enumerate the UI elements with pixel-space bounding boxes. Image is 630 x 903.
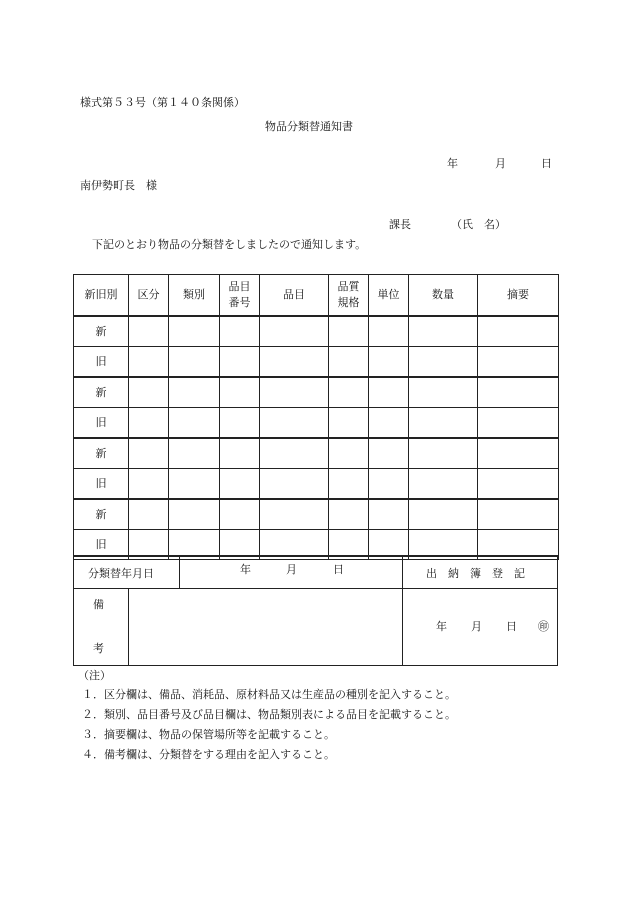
cell[interactable] [369,408,409,439]
date-month: 月 [495,157,506,170]
change-date-row [74,557,557,589]
cell[interactable] [260,377,329,408]
cell[interactable] [260,408,329,439]
cell[interactable] [409,316,478,347]
table-row [74,438,559,469]
cell[interactable] [220,377,260,408]
header-row [74,275,559,317]
cell[interactable] [409,408,478,439]
document-title: 物品分類替通知書 [265,120,353,133]
cell[interactable] [409,377,478,408]
table-row [74,408,559,439]
cell[interactable] [478,316,559,347]
row-label: 新 [74,499,129,530]
cell[interactable] [409,469,478,500]
divider [179,557,180,588]
date-day: 日 [541,157,552,170]
cell[interactable] [129,438,169,469]
cell[interactable] [369,499,409,530]
cell[interactable] [329,316,369,347]
table-row [74,347,559,378]
header-type: 類別 [169,275,220,317]
notes-heading: （注） [78,669,111,682]
cell[interactable] [220,438,260,469]
cell[interactable] [409,438,478,469]
cell[interactable] [329,408,369,439]
cell[interactable] [260,316,329,347]
row-label: 新 [74,316,129,347]
addressee: 南伊勢町長 様 [80,179,157,192]
cell[interactable] [369,316,409,347]
header-quality [329,275,369,317]
header-item-no [220,275,260,317]
cell[interactable] [478,347,559,378]
row-label: 新 [74,377,129,408]
cell[interactable] [220,316,260,347]
change-date-year: 年 [240,563,251,576]
header-quality-line2: 規格 [337,296,360,309]
cell[interactable] [329,347,369,378]
cell[interactable] [369,347,409,378]
cell[interactable] [369,377,409,408]
cell[interactable] [169,347,220,378]
cell[interactable] [260,499,329,530]
header-item: 品目 [260,275,329,317]
table-row [74,499,559,530]
cell[interactable] [169,377,220,408]
sender-name-label: （氏 名） [451,218,506,231]
cell[interactable] [329,438,369,469]
date-year: 年 [447,157,458,170]
cell[interactable] [169,469,220,500]
note-item: ２．類別、品目番号及び品目欄は、物品類別表による品目を記載すること。 [82,708,456,721]
cell[interactable] [260,469,329,500]
cell[interactable] [478,408,559,439]
cell[interactable] [409,499,478,530]
cell[interactable] [260,347,329,378]
cell[interactable] [169,499,220,530]
header-quality-line1: 品質 [337,280,360,294]
note-item: １．区分欄は、備品、消耗品、原材料品又は生産品の種別を記入すること。 [82,688,456,701]
cell[interactable] [129,377,169,408]
form-number: 様式第５３号（第１４０条関係） [80,96,245,109]
cell[interactable] [169,316,220,347]
cell[interactable] [260,438,329,469]
row-label: 旧 [74,408,129,439]
change-date-label: 分類替年月日 [88,567,154,580]
table-row [74,377,559,408]
cell[interactable] [329,469,369,500]
cell[interactable] [478,469,559,500]
ledger-day: 日 [506,620,517,633]
row-label: 旧 [74,469,129,500]
cell[interactable] [129,469,169,500]
header-new-old: 新旧別 [74,275,129,317]
table-row [74,316,559,347]
ledger-year: 年 [436,620,447,633]
table-row [74,469,559,500]
header-quantity: 数量 [409,275,478,317]
intro-text: 下記のとおり物品の分類替をしましたので通知します。 [92,238,367,251]
biko-label-1: 備 [93,598,104,611]
cell[interactable] [220,499,260,530]
cell[interactable] [369,438,409,469]
cell[interactable] [369,469,409,500]
row-label: 旧 [74,530,129,560]
ledger-month: 月 [471,620,482,633]
note-item: ４．備考欄は、分類替をする理由を記入すること。 [82,748,335,761]
bottom-section [73,555,558,666]
cell[interactable] [169,408,220,439]
seal-icon: ㊞ [538,620,549,633]
biko-label-2: 考 [93,642,104,655]
header-category: 区分 [129,275,169,317]
row-label: 新 [74,438,129,469]
change-date-day: 日 [333,563,344,576]
item-table [73,274,559,560]
cell[interactable] [169,438,220,469]
cell[interactable] [478,499,559,530]
cell[interactable] [478,438,559,469]
cell[interactable] [329,377,369,408]
cell[interactable] [329,499,369,530]
cell[interactable] [409,347,478,378]
cell[interactable] [129,316,169,347]
header-unit: 単位 [369,275,409,317]
cell[interactable] [478,377,559,408]
sender-role: 課長 [389,218,411,231]
row-label: 旧 [74,347,129,378]
remarks-area[interactable] [129,588,401,666]
cell[interactable] [220,408,260,439]
note-item: ３．摘要欄は、物品の保管場所等を記載すること。 [82,728,335,741]
cell[interactable] [129,408,169,439]
cell[interactable] [129,347,169,378]
cell[interactable] [129,499,169,530]
header-item-no-line1: 品目 [228,280,251,294]
header-item-no-line2: 番号 [228,296,251,309]
cell[interactable] [220,469,260,500]
header-remarks: 摘要 [478,275,559,317]
divider [402,588,403,666]
change-date-month: 月 [286,563,297,576]
ledger-label: 出 納 簿 登 記 [426,567,525,580]
divider [402,557,403,588]
cell[interactable] [220,347,260,378]
